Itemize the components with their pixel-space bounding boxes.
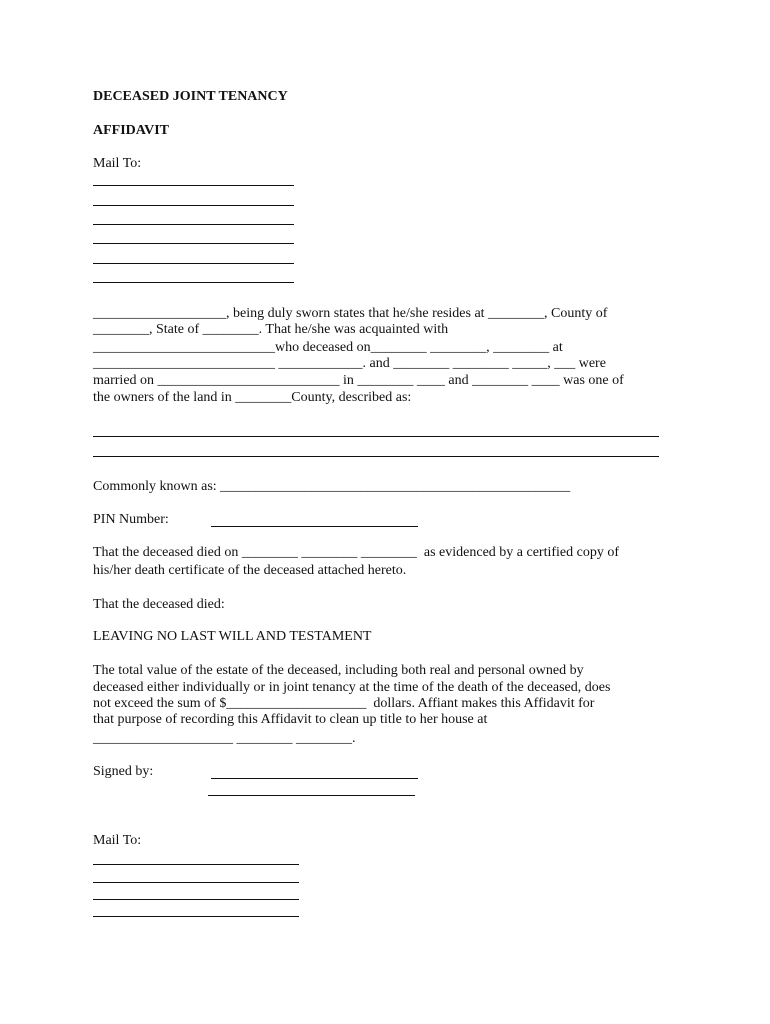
estate-line-4: that purpose of recording this Affidavit to clean up title to her house at — [93, 712, 488, 727]
sworn-line-4: __________________________ ____________. and ________ ________ _____, ___ were — [93, 356, 606, 371]
estate-line-1: The total value of the estate of the deceased, including both real and personal owned by — [93, 663, 584, 678]
pin-number-label: PIN Number: — [93, 512, 169, 527]
sworn-line-3: __________________________who deceased on________ ________, ________ at — [93, 340, 563, 355]
mail-to-line[interactable] — [93, 263, 294, 264]
document-title: DECEASED JOINT TENANCY — [93, 89, 288, 104]
death-date-line-1: That the deceased died on ________ ________ ________ as evidenced by a certified copy of — [93, 545, 620, 560]
sworn-line-5: married on __________________________ in ________ ____ and ________ ____ was one of — [93, 373, 624, 388]
signature-line[interactable] — [208, 795, 415, 796]
sworn-line-2: ________, State of ________. That he/she was acquainted with — [93, 322, 449, 337]
death-date-line-2: his/her death certificate of the deceased attached hereto. — [93, 563, 407, 578]
commonly-known-as: Commonly known as: __________________________________________________ — [93, 479, 571, 494]
mail-to-line[interactable] — [93, 864, 299, 865]
land-description-line[interactable] — [93, 436, 659, 437]
estate-line-5: ____________________ ________ ________. — [93, 731, 356, 746]
mail-to-line[interactable] — [93, 899, 299, 900]
pin-number-line[interactable] — [211, 526, 418, 527]
mail-to-line[interactable] — [93, 224, 294, 225]
estate-line-2: deceased either individually or in joint tenancy at the time of the death of the deceased, does — [93, 680, 611, 695]
mail-to-line[interactable] — [93, 185, 294, 186]
land-description-line[interactable] — [93, 456, 659, 457]
signature-line[interactable] — [211, 778, 418, 779]
mail-to-line[interactable] — [93, 882, 299, 883]
mail-to-label: Mail To: — [93, 156, 142, 171]
mail-to-line[interactable] — [93, 916, 299, 917]
deceased-died-label: That the deceased died: — [93, 597, 225, 612]
document-subtitle: AFFIDAVIT — [93, 123, 169, 138]
mail-to-line[interactable] — [93, 205, 294, 206]
mail-to-line[interactable] — [93, 282, 294, 283]
no-will-statement: LEAVING NO LAST WILL AND TESTAMENT — [93, 629, 372, 644]
sworn-line-6: the owners of the land in ________County, described as: — [93, 390, 412, 405]
mail-to-line[interactable] — [93, 243, 294, 244]
sworn-line-1: ___________________, being duly sworn states that he/she resides at ________, County of — [93, 306, 608, 321]
signed-by-label: Signed by: — [93, 764, 154, 779]
estate-line-3: not exceed the sum of $____________________ dollars. Affiant makes this Affidavit for — [93, 696, 595, 711]
mail-to-label-2: Mail To: — [93, 833, 142, 848]
